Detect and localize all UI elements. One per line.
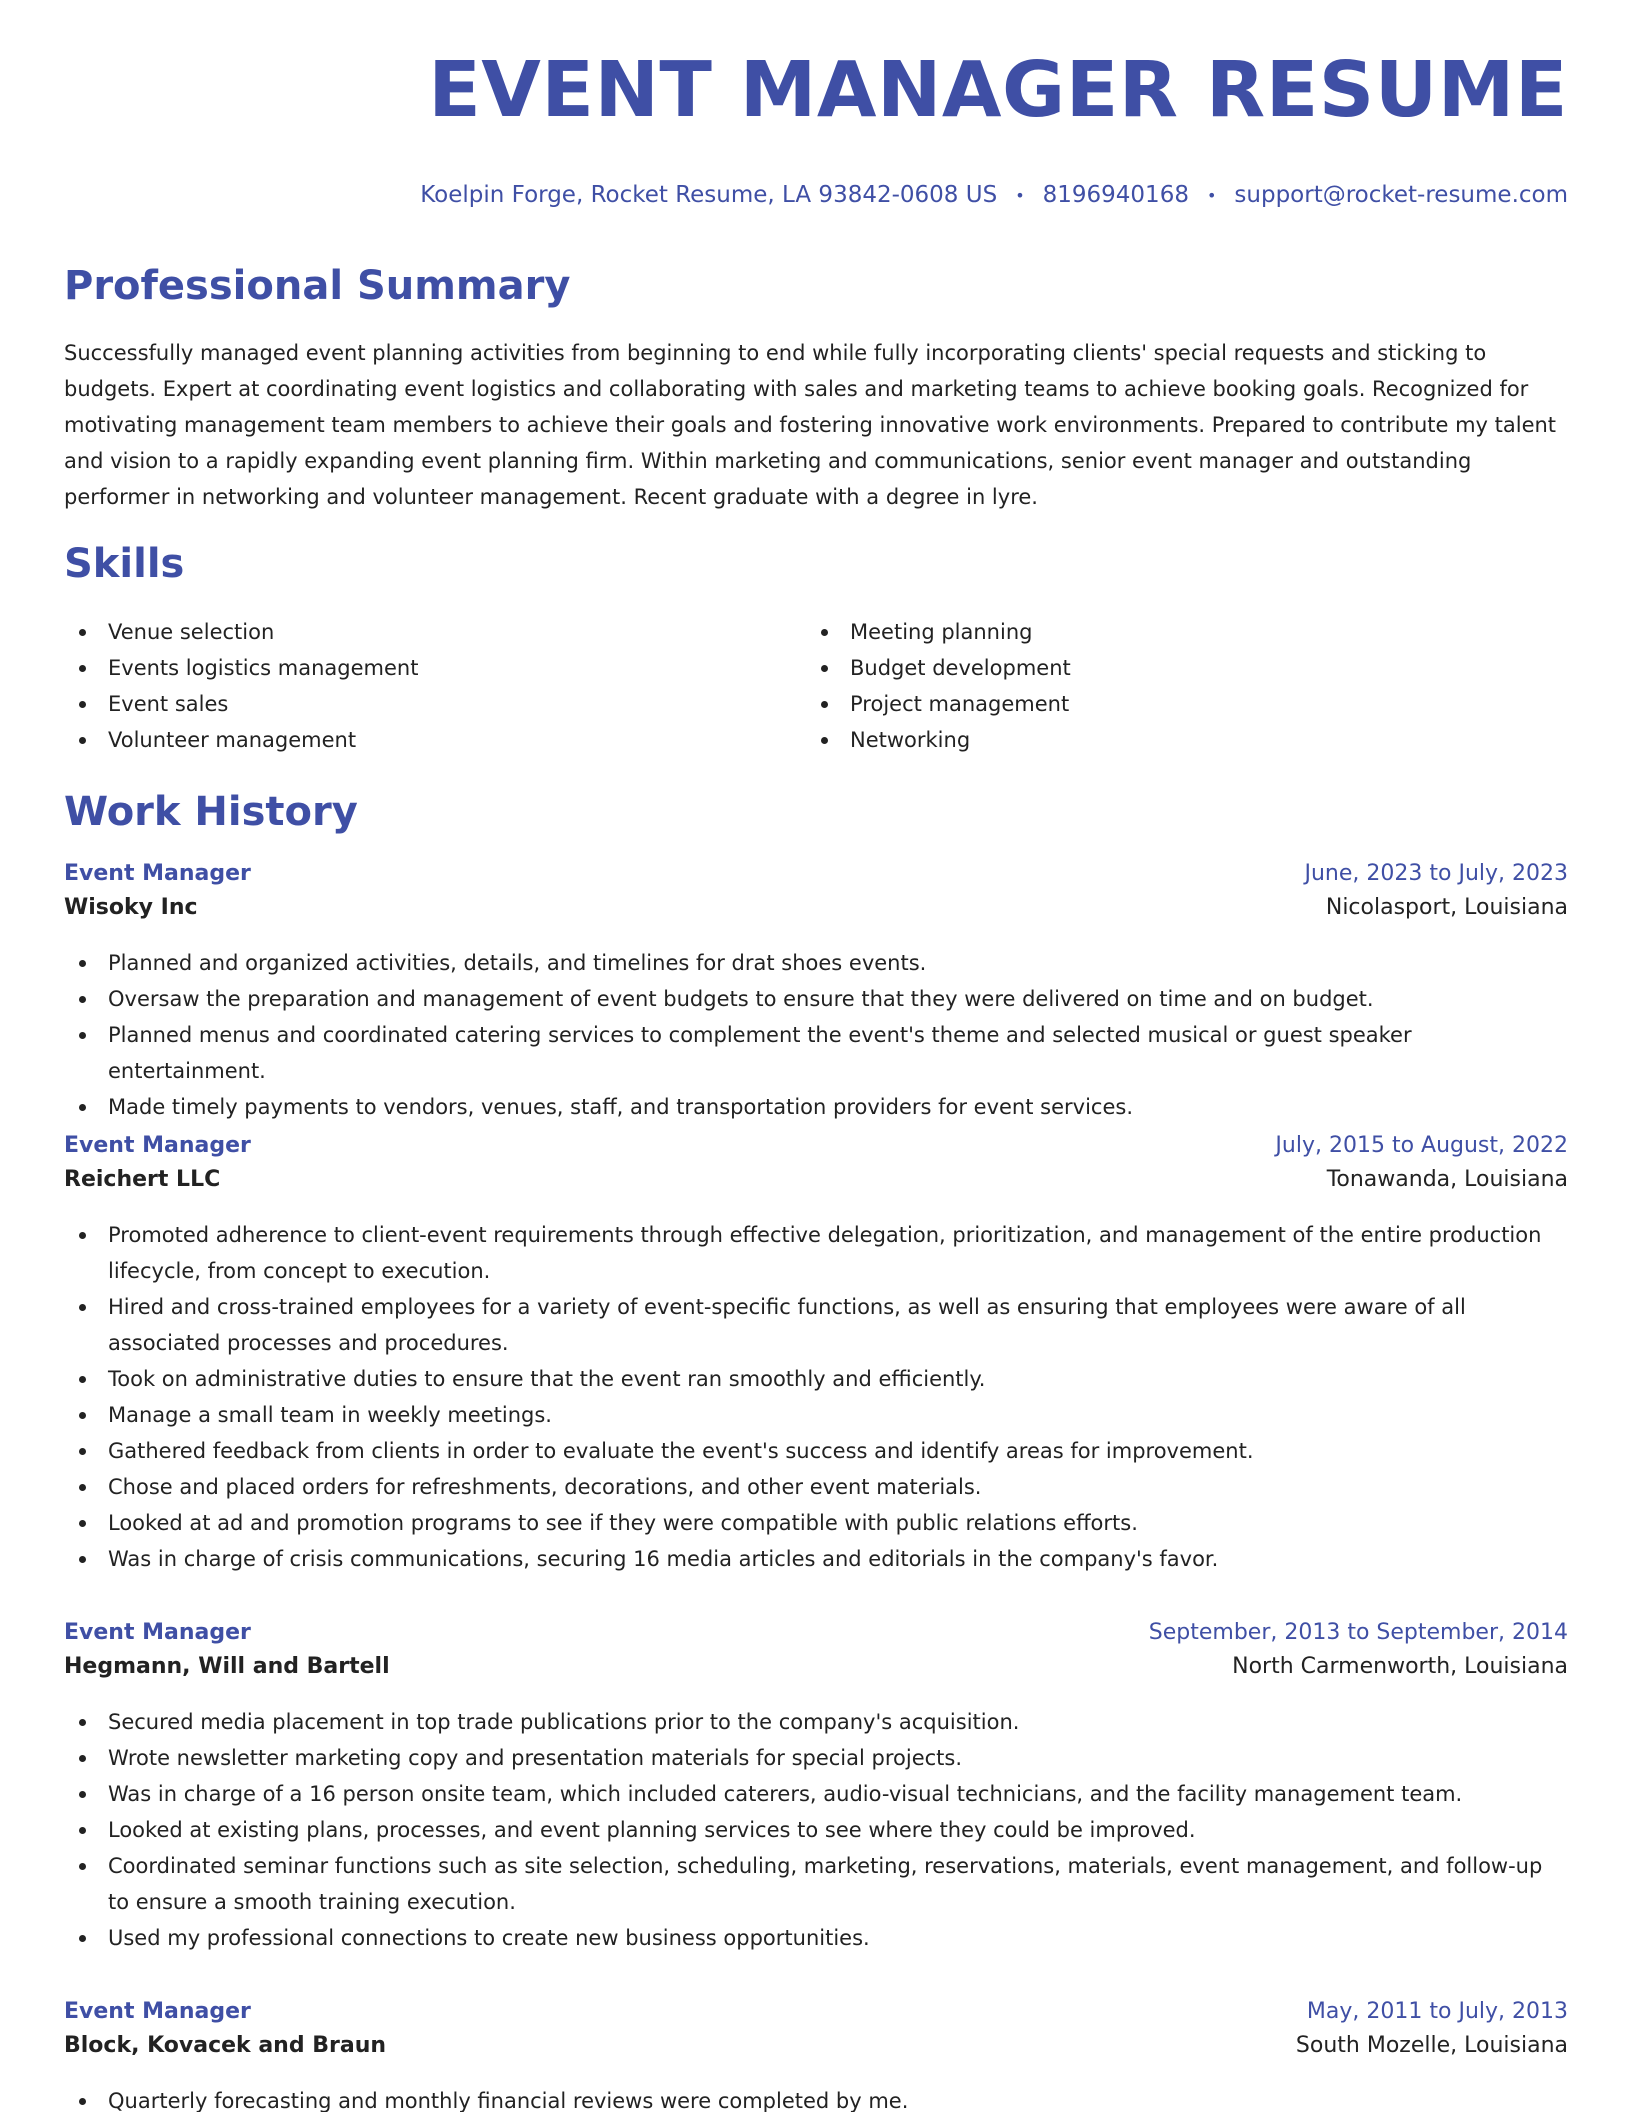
skills-column-left — [64, 614, 806, 758]
job-dates: June, 2023 to July, 2023 — [1304, 861, 1568, 886]
skills-list — [64, 614, 1568, 758]
job-bullets — [64, 1704, 1568, 1956]
job-entry — [64, 861, 1568, 1125]
job-bullet: Hired and cross-trained employees for a variety of event-specific functions, as well as ensuring that employees were aware of all associated processes and procedures. — [64, 1289, 1568, 1361]
job-dates: July, 2015 to August, 2022 — [1275, 1133, 1568, 1158]
job-bullets — [64, 945, 1568, 1125]
skill-item: Venue selection — [64, 614, 806, 650]
skill-item: Networking — [806, 722, 1548, 758]
job-bullet: Was in charge of a 16 person onsite team, which included caterers, audio-visual technicians, and the facility management team. — [64, 1776, 1568, 1812]
work-history-heading: Work History — [64, 789, 358, 835]
job-bullet: Was in charge of crisis communications, securing 16 media articles and editorials in the company's favor. — [64, 1541, 1568, 1577]
contact-separator: • — [1206, 185, 1217, 205]
job-company: Block, Kovacek and Braun — [64, 2033, 387, 2058]
job-bullet: Oversaw the preparation and management of event budgets to ensure that they were delivered on time and on budget. — [64, 981, 1568, 1017]
skill-item: Events logistics management — [64, 650, 806, 686]
skills-column-right — [806, 614, 1548, 758]
resume-title: EVENT MANAGER RESUME — [428, 46, 1568, 135]
job-entry — [64, 1133, 1568, 1577]
job-bullet: Coordinated seminar functions such as site selection, scheduling, marketing, reservations, materials, event management, and follow-up to ensure a smooth training execution. — [64, 1848, 1568, 1920]
job-bullet: Took on administrative duties to ensure that the event ran smoothly and efficiently. — [64, 1361, 1568, 1397]
job-bullet: Chose and placed orders for refreshments, decorations, and other event materials. — [64, 1469, 1568, 1505]
skills-heading: Skills — [64, 541, 185, 587]
skill-item: Project management — [806, 686, 1548, 722]
job-bullet: Secured media placement in top trade publications prior to the company's acquisition. — [64, 1704, 1568, 1740]
job-title: Event Manager — [64, 861, 251, 886]
job-dates: May, 2011 to July, 2013 — [1306, 1999, 1568, 2024]
job-bullet: Gathered feedback from clients in order to evaluate the event's success and identify areas for improvement. — [64, 1433, 1568, 1469]
job-bullet: Quarterly forecasting and monthly financial reviews were completed by me. — [64, 2083, 1568, 2112]
job-location: South Mozelle, Louisiana — [1295, 2033, 1568, 2058]
resume-page — [64, 0, 1568, 2112]
job-title: Event Manager — [64, 1133, 251, 1158]
summary-heading: Professional Summary — [64, 263, 571, 309]
job-bullet: Planned menus and coordinated catering services to complement the event's theme and selected musical or guest speaker entertainment. — [64, 1017, 1568, 1089]
contact-line — [420, 182, 1568, 208]
contact-separator: • — [1015, 185, 1025, 205]
job-bullets — [64, 2083, 1568, 2112]
skill-item: Meeting planning — [806, 614, 1548, 650]
job-bullet: Planned and organized activities, details, and timelines for drat shoes events. — [64, 945, 1568, 981]
contact-phone[interactable]: 8196940168 — [1042, 182, 1189, 208]
skill-item: Budget development — [806, 650, 1548, 686]
job-entry — [64, 1999, 1568, 2112]
job-bullet: Manage a small team in weekly meetings. — [64, 1397, 1568, 1433]
job-bullet: Used my professional connections to create new business opportunities. — [64, 1920, 1568, 1956]
job-company: Reichert LLC — [64, 1167, 221, 1192]
job-location: North Carmenworth, Louisiana — [1232, 1654, 1568, 1679]
job-bullet: Promoted adherence to client-event requirements through effective delegation, prioritization, and management of the entire production lifecycle, from concept to execution. — [64, 1217, 1568, 1289]
skill-item: Event sales — [64, 686, 806, 722]
job-location: Nicolasport, Louisiana — [1325, 895, 1568, 920]
job-company: Wisoky Inc — [64, 895, 198, 920]
job-bullet: Made timely payments to vendors, venues, staff, and transportation providers for event services. — [64, 1089, 1568, 1125]
job-location: Tonawanda, Louisiana — [1326, 1167, 1568, 1192]
skill-item: Volunteer management — [64, 722, 806, 758]
summary-text: Successfully managed event planning activities from beginning to end while fully incorporating clients' special requests and sticking to budgets. Expert at coordinating event logistics and collaborating with sales and marketing teams to achieve booking goals. Recognized for motivating management team members to achieve their goals and fostering innovative work environments. Prepared to contribute my talent and vision to a rapidly expanding event planning firm. Within marketing and communications, senior event manager and outstanding performer in networking and volunteer management. Recent graduate with a degree in lyre. — [64, 341, 1557, 509]
job-dates: September, 2013 to September, 2014 — [1148, 1620, 1568, 1645]
contact-address: Koelpin Forge, Rocket Resume, LA 93842-0608 US — [420, 182, 998, 208]
job-bullet: Looked at existing plans, processes, and event planning services to see where they could be improved. — [64, 1812, 1568, 1848]
job-bullet: Wrote newsletter marketing copy and presentation materials for special projects. — [64, 1740, 1568, 1776]
job-entry — [64, 1620, 1568, 1956]
job-bullets — [64, 1217, 1568, 1577]
job-title: Event Manager — [64, 1620, 251, 1645]
job-title: Event Manager — [64, 1999, 251, 2024]
contact-email[interactable]: support@rocket-resume.com — [1234, 182, 1568, 208]
job-company: Hegmann, Will and Bartell — [64, 1654, 390, 1679]
job-bullet: Looked at ad and promotion programs to see if they were compatible with public relations efforts. — [64, 1505, 1568, 1541]
